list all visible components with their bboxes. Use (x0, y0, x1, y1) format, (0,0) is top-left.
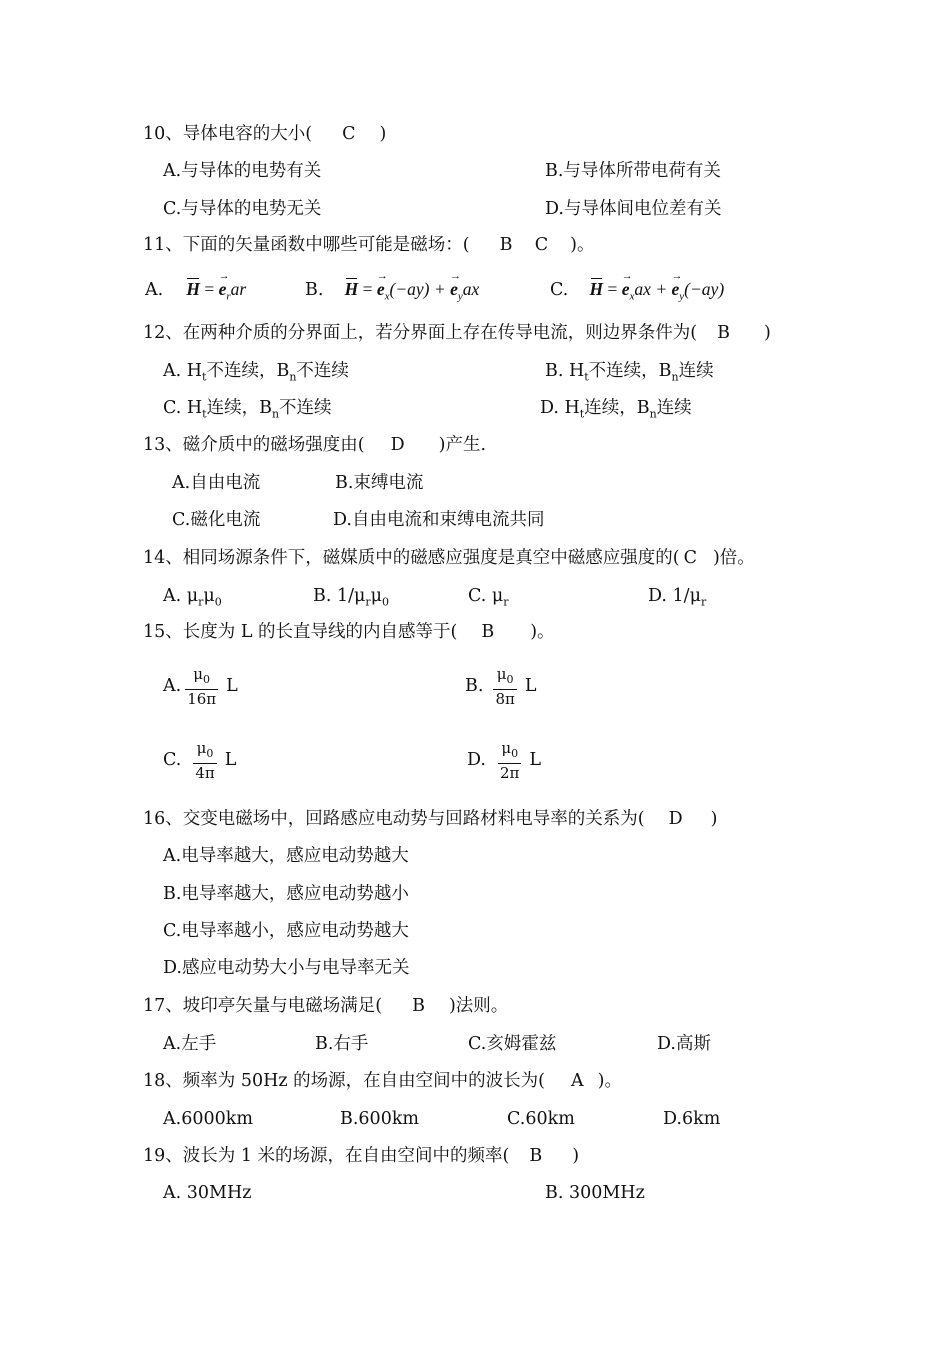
option-c: C.与导体的电势无关 (163, 199, 322, 219)
question-15 (143, 621, 555, 643)
option-b: B.600km (340, 1109, 420, 1129)
option-b: B. $H_t$不连续，$B_n$连续 (545, 361, 714, 384)
option-b: B.电导率越大，感应电动势越小 (163, 884, 409, 904)
question-18 (143, 1070, 622, 1092)
question-stem: 14、相同场源条件下，磁媒质中的磁感应强度是真空中磁感应强度的( (143, 548, 680, 568)
option-c: C.电导率越小，感应电动势越大 (163, 921, 409, 941)
option-a: A.自由电流 (172, 473, 261, 493)
answer: D (390, 435, 405, 455)
option-c: C.60km (507, 1109, 575, 1129)
question-11 (143, 234, 594, 256)
option-d: D. $H_t$连续，$B_n$连续 (540, 398, 692, 421)
question-stem: 15、长度为 L 的长直导线的内自感等于( (143, 622, 458, 642)
option-b: B. $1/\mu_r\mu_0$ (313, 586, 390, 609)
option-a: A. H = → $e_rar$ (145, 278, 246, 308)
option-a: A. $\mu_r\mu_0$ (163, 586, 222, 609)
question-17 (143, 995, 508, 1017)
option-a: A.电导率越大，感应电动势越大 (163, 846, 409, 866)
question-stem-end: )。 (570, 235, 595, 255)
question-stem-end: )产生. (438, 435, 487, 455)
option-d: D.与导体间电位差有关 (545, 199, 722, 219)
question-stem: 18、频率为 50Hz 的场源，在自由空间中的波长为( (143, 1071, 545, 1091)
option-c: C. $\frac{\mu_0}{4\pi}$ L (163, 739, 237, 782)
question-stem-end: ) (379, 124, 387, 144)
question-stem-end: ) (710, 809, 718, 829)
fraction: $\frac{\mu_0}{2\pi}$ (499, 739, 520, 782)
question-stem-end: ) (572, 1146, 580, 1166)
option-b: B.右手 (315, 1034, 369, 1054)
option-a: A. 30MHz (163, 1183, 252, 1203)
question-stem: 10、导体电容的大小( (143, 124, 313, 144)
answer: B C (499, 235, 549, 255)
answer: B (481, 622, 495, 642)
option-d: D.高斯 (657, 1034, 711, 1054)
answer: A (570, 1071, 584, 1091)
h-vector: H (589, 279, 604, 299)
h-vector: H (344, 279, 359, 299)
unit-vector-y: → e (672, 278, 680, 300)
unit-vector-y: → e (450, 278, 458, 300)
fraction: $\frac{\mu_0}{16\pi}$ (187, 665, 217, 708)
question-stem-end: )。 (597, 1071, 622, 1091)
option-b: B. $\frac{\mu_0}{8\pi}$ L (465, 665, 537, 708)
question-stem: 13、磁介质中的磁场强度由( (143, 435, 365, 455)
option-b: B.束缚电流 (335, 473, 424, 493)
fraction: $\frac{\mu_0}{8\pi}$ (495, 665, 515, 708)
question-stem: 16、交变电磁场中，回路感应电动势与回路材料电导率的关系为( (143, 809, 645, 829)
question-12 (143, 322, 771, 344)
option-a: A.6000km (163, 1109, 253, 1129)
option-c: C. $\mu_r$ (468, 586, 509, 609)
option-b: B.与导体所带电荷有关 (545, 161, 721, 181)
answer: B (412, 996, 425, 1016)
answer: C (342, 124, 356, 144)
question-stem: 12、在两种介质的分界面上，若分界面上存在传导电流，则边界条件为( (143, 323, 698, 343)
answer: B (717, 323, 730, 343)
answer: C (683, 548, 697, 568)
h-vector: H (186, 279, 200, 299)
option-c: C.亥姆霍兹 (468, 1034, 557, 1054)
question-stem-end: )倍。 (712, 548, 755, 568)
fraction: $\frac{\mu_0}{4\pi}$ (195, 739, 215, 782)
option-d: D.感应电动势大小与电导率无关 (163, 958, 410, 978)
question-stem: 19、波长为 1 米的场源，在自由空间中的频率( (143, 1146, 510, 1166)
question-stem-end: ) (763, 323, 771, 343)
option-d: D. $\frac{\mu_0}{2\pi}$ L (467, 739, 542, 782)
question-stem: 17、坡印亭矢量与电磁场满足( (143, 996, 383, 1016)
question-10 (143, 123, 386, 145)
question-stem-end: )。 (530, 622, 555, 642)
option-a: A. $H_t$不连续，$B_n$不连续 (163, 361, 349, 384)
option-b: B. H = → $e_x(-ay)$ + → $e_yax$ (305, 278, 479, 308)
option-a: A. $\frac{\mu_0}{16\pi}$ L (163, 665, 238, 708)
option-a: A.左手 (163, 1034, 217, 1054)
option-c: C. H = → $e_xax$ + → $e_y(-ay)$ (550, 278, 724, 308)
question-13 (143, 434, 486, 456)
question-stem-end: )法则。 (448, 996, 509, 1016)
option-c: C.磁化电流 (172, 510, 261, 530)
option-d: D. $1/\mu_r$ (648, 586, 707, 609)
answer: D (668, 809, 683, 829)
option-a: A.与导体的电势有关 (163, 161, 322, 181)
unit-vector-x: → e (622, 278, 630, 300)
unit-vector-x: → e (377, 278, 385, 300)
option-b: B. 300MHz (545, 1183, 645, 1203)
unit-vector-r: → e (219, 278, 227, 300)
question-19 (143, 1145, 579, 1167)
question-stem: 11、下面的矢量函数中哪些可能是磁场：( (143, 235, 470, 255)
answer: B (529, 1146, 543, 1166)
option-c: C. $H_t$连续，$B_n$不连续 (163, 398, 332, 421)
option-d: D.自由电流和束缚电流共同 (333, 510, 545, 530)
question-14 (143, 547, 755, 569)
option-d: D.6km (663, 1109, 721, 1129)
question-16 (143, 808, 717, 830)
